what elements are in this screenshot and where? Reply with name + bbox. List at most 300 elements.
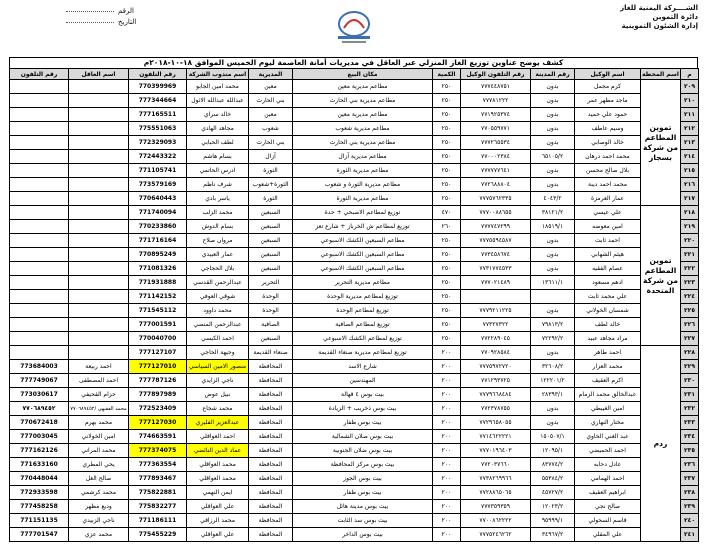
cell-qty: ٢٠٠ [433,346,461,360]
cell-atel: ٧٧٧٥٢٤٦٢٦٢ [461,528,531,542]
cell-atel2 [10,290,69,304]
cell-city: ١٢٢٢٠١/٢ [531,374,575,388]
cell-aqil [69,304,129,318]
cell-place: مطاعم مديرية بني الحارث [293,94,433,108]
cell-rtel: 774663591 [129,430,187,444]
cell-atel2 [10,150,69,164]
cell-atel: ٧٧٧٧٧٧٦٤١ [461,164,531,178]
cell-rtel: 771142152 [129,290,187,304]
cell-qty: ٢٥٠ [433,276,461,290]
row-number: ٢٣١ [681,388,699,402]
cell-dist: المحافظة [249,388,293,402]
cell-qty: ٢٥٠ [433,94,461,108]
cell-rep: خالد سراي [187,108,249,122]
cell-city: ٥٥٣٨٤/٢ [531,472,575,486]
cell-rtel: 770233860 [129,220,187,234]
row-number: ٢٣٩ [681,500,699,514]
cell-qty: ٢٥٠ [433,192,461,206]
cell-place: بيت بوس الداخر [293,528,433,542]
cell-city: بدون [531,416,575,430]
cell-dist: المحافظة [249,416,293,430]
cell-rep: محمد شجاع [187,402,249,416]
cell-agent: بلال صالح محسن [575,164,641,178]
cell-aqil: محمد المراني [69,444,129,458]
cell-qty: ٢٥٠ [433,136,461,150]
cell-city: ٧٩٨١٣/٢ [531,318,575,332]
cell-dist: المحافظة [249,444,293,458]
cell-atel: ٧٧٧٩٦٦٨٤٨٤ [461,388,531,402]
cell-rep: وجيهة الحاجي [187,346,249,360]
table-row [10,402,699,416]
cell-rtel: 775832277 [129,500,187,514]
cell-rtel: 775551063 [129,122,187,136]
cell-dist: الصافية [249,318,293,332]
cell-atel: ٧٧٧٤٤٨٧٥١ [461,80,531,94]
cell-aqil: امين الخولاني [69,430,129,444]
company-line: دائرة التموين [652,13,698,21]
cell-atel2: ٧٧٠٦٨٩٤٥٢ [10,402,69,416]
column-header: رقم التلفون [10,69,69,80]
cell-atel: ٧٧٧٥٥٩٤٥٨٧ [461,234,531,248]
cell-atel2: 772933598 [10,486,69,500]
cell-aqil [69,220,129,234]
cell-atel2: 773684003 [10,360,69,374]
row-number: ٢٢٨ [681,346,699,360]
row-number: ٢١٣ [681,136,699,150]
cell-rtel: 771105741 [129,164,187,178]
cell-aqil [69,248,129,262]
table-row [10,192,699,206]
row-number: ٢١٨ [681,206,699,220]
cell-rtel: 772329093 [129,136,187,150]
cell-city: ٦٥١٠٥/٢ [531,150,575,164]
cell-aqil [69,262,129,276]
table-row [10,346,699,360]
cell-dist: المحافظة [249,500,293,514]
cell-atel2 [10,192,69,206]
reference-fields [66,6,136,28]
cell-atel: ٧٧٢٠٣٧٦٦٠ [461,458,531,472]
cell-agent: مراد مجاهد عبيد [575,332,641,346]
company-block [620,4,698,31]
row-number: ٢٣٠ [681,374,699,388]
cell-place: مطاعم مديرية الثورة [293,192,433,206]
cell-place: بيت بوس ظفار [293,416,433,430]
cell-atel: ٧٧٧٢٦٥٥٣٤ [461,136,531,150]
cell-agent: احمد ثابت [575,234,641,248]
cell-rtel: 771740094 [129,206,187,220]
cell-rep: احمد العواقلي [187,430,249,444]
cell-qty: ٢٠٠ [433,430,461,444]
cell-agent: امين الغيبطي [575,402,641,416]
row-number: ٢٢١ [681,248,699,262]
table-row [10,486,699,500]
cell-aqil [69,192,129,206]
column-header: رقم التلفون الوكيل [461,69,531,80]
cell-city: بدون [531,262,575,276]
cell-qty: ٢٥٠ [433,164,461,178]
cell-atel2 [10,94,69,108]
cell-agent: وسيم عاطف [575,122,641,136]
cell-atel2 [10,122,69,136]
cell-rtel: 777374075 [129,444,187,458]
cell-qty: ٢٠٠ [433,444,461,458]
cell-atel: ٧٧٢٩٦٥٨٠٥٥ [461,416,531,430]
cell-atel: ٧٧٣٨٢٦٩٩٦٦ [461,472,531,486]
cell-place: مطاعم مديرية معين [293,108,433,122]
cell-place: توزيع لمطاعم مديرية صنعاء القديمة [293,346,433,360]
column-header: رقم المدينة [531,69,575,80]
table-row [10,94,699,108]
table-row [10,262,699,276]
cell-agent: ماجد مظهر عمر [575,94,641,108]
cell-rtel: 770895249 [129,248,187,262]
station-region-cell: ردم [641,346,681,542]
cell-place: توزيع لمطاعم الاصبحي + حدة [293,206,433,220]
cell-atel: ٧٧٢٢٨٩٠٤٥ [461,332,531,346]
row-number: ٢١١ [681,108,699,122]
cell-place: شارع الاسد [293,360,433,374]
table-row [10,80,699,94]
table-row [10,458,699,472]
table-row [10,374,699,388]
cell-agent: مختار النهاري [575,416,641,430]
cell-agent: خالد الوصابي [575,136,641,150]
row-number: ٢١٥ [681,164,699,178]
cell-agent: قاسم السحولي [575,514,641,528]
row-number: ٢٢٤ [681,290,699,304]
cell-city: بدون [531,94,575,108]
cell-qty: ٢٠٠ [433,360,461,374]
cell-atel2 [10,346,69,360]
cell-place: بيت بوس ظفار [293,486,433,500]
cell-aqil [69,108,129,122]
cell-rtel: 772523409 [129,402,187,416]
cell-atel2 [10,262,69,276]
table-row [10,248,699,262]
cell-city: بدون [531,304,575,318]
cell-atel [461,290,531,304]
table-row [10,276,699,290]
cell-qty: ٢٥٠ [433,262,461,276]
cell-place: توزيع لمطاعم مديرية الوحدة [293,290,433,304]
cell-place: بيت بوس ضلان الجنوبية [293,444,433,458]
cell-rep: عبدالرحمن المنصي [187,318,249,332]
cell-aqil: احمد المصطفى [69,374,129,388]
table-row [10,234,699,248]
cell-atel: ٧٧٧٣٥٩٣٥٩ [461,500,531,514]
table-row [10,108,699,122]
cell-rep: مجاهد الهادي [187,122,249,136]
row-number: ٢٠٩ [681,80,699,94]
cell-place: توزيع لمطاعم الصافية [293,318,433,332]
company-line: الشــــركة اليمنية للغاز [620,4,698,12]
row-number: ٢١٩ [681,220,699,234]
cell-rtel: 771716164 [129,234,187,248]
cell-atel: ٧٧٠٥٥٩٧٧١ [461,122,531,136]
cell-atel2 [10,248,69,262]
cell-atel2 [10,318,69,332]
cell-atel2: 777458258 [10,500,69,514]
column-header: مكان البيع [293,69,433,80]
cell-rtel: 771931888 [129,276,187,290]
row-number: ٢١٢ [681,122,699,136]
cell-agent: عادل دحابه [575,458,641,472]
cell-qty: ٢٠٠ [433,374,461,388]
row-number: ٢٣٣ [681,416,699,430]
cell-agent: احمد الهمامي [575,472,641,486]
cell-rtel: 777127107 [129,346,187,360]
cell-agent: عبد الغني الخاوي [575,430,641,444]
cell-aqil [69,206,129,220]
cell-city [531,290,575,304]
cell-place: بيت بوس مركز المحافظة [293,458,433,472]
table-row [10,416,699,430]
cell-qty: ٢٥٠ [433,234,461,248]
cell-city: ١٢٠٩٥/١ [531,444,575,458]
row-number: ٢٢٣ [681,276,699,290]
cell-city: ١٨٥١٩/١ [531,220,575,234]
row-number: ٢١٦ [681,178,699,192]
cell-place: مطاعم مديرية التحرير [293,276,433,290]
cell-rep: عبدالرحمن القدسي [187,276,249,290]
row-number: ٢١٤ [681,150,699,164]
row-number: ٢١٠ [681,94,699,108]
cell-qty: ٢٠٠ [433,416,461,430]
cell-dist: المحافظة [249,528,293,542]
cell-atel2: 777003045 [10,430,69,444]
cell-dist: بني الحارث [249,94,293,108]
cell-atel2 [10,234,69,248]
cell-rep: نبيل عوض [187,388,249,402]
cell-atel: ٧٧٧٠١٩٦٤٠٣ [461,444,531,458]
cell-rep: عبدالعزيز الفليري [187,416,249,430]
cell-place: بيت بوس سد الثابت [293,514,433,528]
cell-qty: ٢٠٠ [433,402,461,416]
table-row [10,472,699,486]
cell-place: بيت بوس الجوز [293,472,433,486]
cell-dist: المحافظة [249,374,293,388]
cell-rtel: 777127010 [129,360,187,374]
cell-rtel: 772443322 [129,150,187,164]
row-number: ٢٣٤ [681,430,699,444]
row-number: ٢٢٩ [681,360,699,374]
cell-dist: صنعاء القديمة [249,346,293,360]
cell-place: بيت بوس ٤ قهالة [293,388,433,402]
cell-atel2 [10,164,69,178]
table-row [10,178,699,192]
cell-qty: ٢٠٠ [433,528,461,542]
cell-rep: ادرس الحاتمي [187,164,249,178]
cell-agent: ابراهيم العقيف [575,486,641,500]
cell-atel: ٧٧٧٠٠٨٨٦٥٥ [461,206,531,220]
cell-place: بيت بوس صلان الشمالية [293,430,433,444]
cell-qty: ٢٠٠ [433,486,461,500]
cell-rep: عبدالله عبدالله الاثول [187,94,249,108]
cell-rep: بلال الحجاجي [187,262,249,276]
cell-place: توزيع لمطاعم الوحدة [293,304,433,318]
cell-qty: ٢٥٠ [433,108,461,122]
column-header: رقم التلفون [129,69,187,80]
cell-place: توزيع لمطاعم ش الخرباز + شارع تعز [293,220,433,234]
cell-aqil [69,290,129,304]
cell-place: بيت بوس ذخريب + الزيادة [293,402,433,416]
cell-rep: منصور الامين السياسي [187,360,249,374]
cell-aqil [69,178,129,192]
cell-dist: معين [249,80,293,94]
cell-agent: محمد العزار [575,360,641,374]
cell-qty: ٢٥٠ [433,80,461,94]
cell-rep: ياسر بادي [187,192,249,206]
cell-dist: السبعين [249,248,293,262]
cell-dist: الثورة+شعوب [249,178,293,192]
row-number: ٢٢٢ [681,262,699,276]
cell-city: بدون [531,178,575,192]
cell-place: مطاعم مديرية شعوب [293,122,433,136]
date-label: التاريخ [118,18,137,26]
cell-city: ٣٨١٢١/٢ [531,206,575,220]
cell-city: ١٣٦١١/١ [531,276,575,290]
cell-dist: السبعين [249,206,293,220]
cell-atel2: 771633160 [10,458,69,472]
table-row [10,318,699,332]
cell-atel2: 773030617 [10,388,69,402]
cell-city: بدون [531,108,575,122]
cell-rtel: 771545112 [129,304,187,318]
cell-place: بيت بوس مدينة هائل [293,500,433,514]
cell-qty: ٢٠٠ [433,458,461,472]
table-row [10,206,699,220]
cell-qty: ٢٥٠ [433,122,461,136]
cell-agent: علي عيسي [575,206,641,220]
cell-agent: احمد الحميضي [575,444,641,458]
cell-rep: شوقي العوفي [187,290,249,304]
cell-aqil: احمد ربيعة [69,360,129,374]
cell-qty: ٢٠٠ [433,472,461,486]
row-number: ٢٤١ [681,528,699,542]
cell-dist: الوحدة [249,304,293,318]
cell-dist: السبعين [249,234,293,248]
cell-dist: المحافظة [249,360,293,374]
cell-atel: ٧٧٢٨٨٦٥٠٦٥ [461,486,531,500]
row-number: ٢٣٥ [681,444,699,458]
row-number: ٢٣٢ [681,402,699,416]
cell-atel2 [10,332,69,346]
row-number: ٢٢٧ [681,332,699,346]
cell-aqil [69,332,129,346]
cell-atel2: 770448044 [10,472,69,486]
cell-dist: معين [249,108,293,122]
row-number: ٢٢٦ [681,318,699,332]
document-title: كشف يوضح عناوين توزيع الغاز المنزلي عبر العاقل في مديريات أمانة العاصمة ليوم الخميس الموافق ١٨-١٠-٢٠١٨م [9,57,698,68]
cell-agent: عبدالخالق محمد الزمام [575,388,641,402]
row-number: ٢٣٨ [681,486,699,500]
cell-atel: ٧٧٢٦٨٨٨٠٤ [461,178,531,192]
cell-agent: احمد طاهر [575,346,641,360]
cell-qty: ٢٥٠ [433,290,461,304]
cell-city: بدون [531,122,575,136]
cell-rep: محمد الزلب [187,206,249,220]
cell-rep: مروان صلاح [187,234,249,248]
cell-dist: السبعين [249,220,293,234]
cell-dist: السبعين [249,332,293,346]
cell-atel: ٧٧٧٧٤٧٢٩٩ [461,220,531,234]
cell-aqil [69,276,129,290]
cell-city: ٨٣٧٧٤/٢ [531,458,575,472]
cell-aqil [69,94,129,108]
cell-rep: محمد امين الجابو [187,80,249,94]
cell-agent: امين معوضه [575,220,641,234]
cell-rtel: 770640443 [129,192,187,206]
table-row [10,430,699,444]
cell-rep: عمار العبيدي [187,248,249,262]
cell-place: مطاعم السبعين الكشك الاسبوعي [293,262,433,276]
row-number: ٢٣٦ [681,458,699,472]
cell-aqil [69,122,129,136]
cell-aqil: محمد بهرم [69,416,129,430]
cell-dist: بني الحارث [249,136,293,150]
cell-dist: المحافظة [249,458,293,472]
cell-atel: ٧٧٣٤٥٨٦٧٤ [461,248,531,262]
row-number: ٢١٧ [681,192,699,206]
cell-agent: اكرم العقيف [575,374,641,388]
cell-agent: كرم مجمل [575,80,641,94]
cell-atel2 [10,276,69,290]
cell-aqil: يحي المطري [69,458,129,472]
table-row [10,304,699,318]
cell-place: مطاعم مديرية معين [293,80,433,94]
cell-atel2 [10,80,69,94]
cell-agent: شمسان الخولاني [575,304,641,318]
cell-place: مطاعم السبعين الكشك الاسبوعي [293,234,433,248]
cell-aqil [69,80,129,94]
cell-aqil [69,150,129,164]
header-row [10,69,699,80]
cell-qty: ٢٥٠ [433,150,461,164]
cell-rtel: 777893467 [129,472,187,486]
distribution-table [9,68,699,542]
cell-city: بدون [531,80,575,94]
cell-place: مطاعم مديرية الثورة و شعوب [293,178,433,192]
cell-rtel: 775455229 [129,528,187,542]
cell-rep: علي العواقلي [187,528,249,542]
cell-atel: ٧٧٧٠٢١٤٨٩ [461,276,531,290]
cell-atel: ٧٧٧٨١٢٢٢ [461,94,531,108]
cell-qty: ٢٥٠ [433,248,461,262]
cell-dist: التحرير [249,276,293,290]
cell-qty: ٢٠٠ [433,500,461,514]
cell-rep: بسام هاشم [187,150,249,164]
cell-dist: آزال [249,150,293,164]
cell-atel: ٧٧٧٩٢١١٢٢٥ [461,304,531,318]
cell-city: ٢٨٣٩٣/١ [531,388,575,402]
cell-agent: محمد احمد درهان [575,150,641,164]
cell-atel: ٧٧٣٢٧٣٢٢ [461,318,531,332]
cell-rep: ايمن النهمي [187,486,249,500]
cell-qty: ٢٥٠ [433,332,461,346]
cell-atel2 [10,108,69,122]
cell-qty: ٢٠٠ [433,514,461,528]
cell-place: مطاعم مديرية آزال [293,150,433,164]
cell-dist: السبعين [249,262,293,276]
cell-rep: محمد داوود [187,304,249,318]
cell-rtel: 777344664 [129,94,187,108]
column-header: الكمية [433,69,461,80]
cell-dist: المحافظة [249,514,293,528]
cell-rtel: 777787126 [129,374,187,388]
cell-city: بدون [531,402,575,416]
cell-atel: ٧٧٢٣٧٨٧٥٥ [461,402,531,416]
